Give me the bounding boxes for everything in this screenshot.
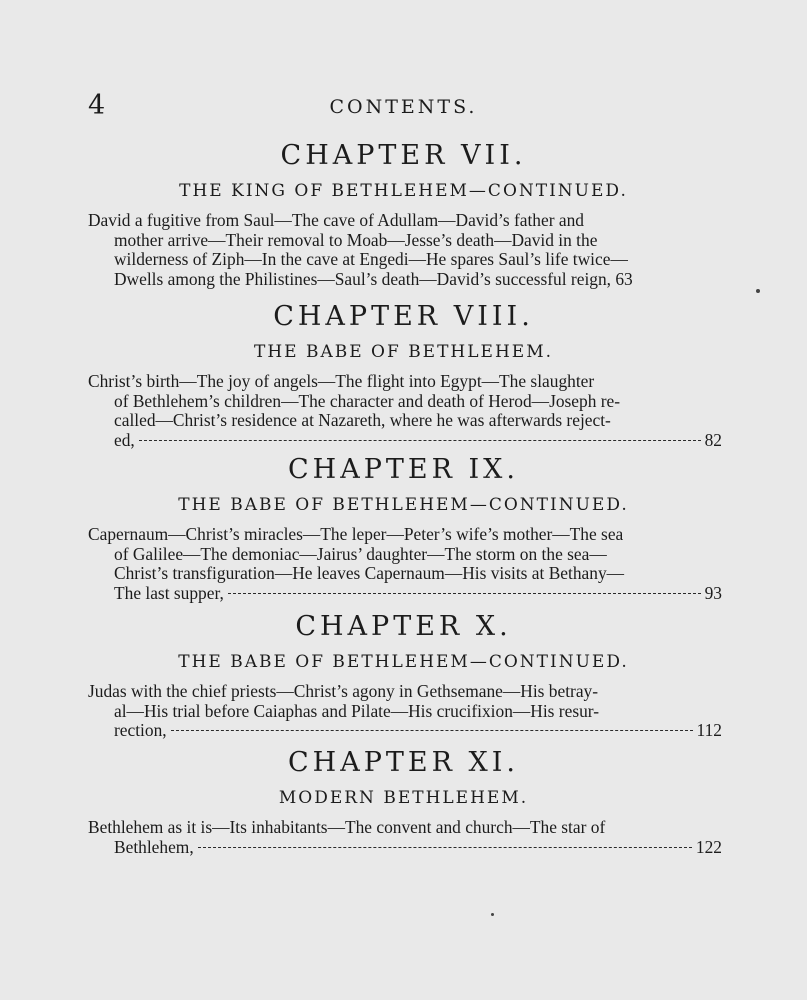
- paper-speck: [491, 913, 494, 916]
- summary-line: Dwells among the Philistines—Saul’s death—David’s successful reign, 63: [114, 268, 633, 289]
- chapter-subtitle: THE KING OF BETHLEHEM—CONTINUED.: [179, 181, 628, 201]
- chapter-entry-vii: [0, 141, 807, 289]
- chapter-title: CHAPTER VIII.: [273, 301, 534, 332]
- summary-line: Bethlehem as it is—Its inhabitants—The convent and church—The star of: [88, 817, 606, 837]
- running-head: CONTENTS.: [329, 96, 478, 118]
- chapter-summary: [88, 211, 722, 289]
- summary-line: David a fugitive from Saul—The cave of Adullam—David’s father and: [88, 210, 584, 230]
- summary-line: Capernaum—Christ’s miracles—The leper—Peter’s wife’s mother—The sea: [88, 524, 624, 544]
- chapter-entry-ix: [0, 455, 807, 603]
- summary-line: wilderness of Ziph—In the cave at Engedi—He spares Saul’s life twice—: [114, 249, 628, 270]
- chapter-entry-x: [0, 612, 807, 741]
- dot-leader: [139, 440, 701, 441]
- chapter-subtitle: THE BABE OF BETHLEHEM.: [254, 342, 553, 362]
- chapter-title: CHAPTER X.: [295, 611, 512, 642]
- chapter-summary: [88, 525, 722, 603]
- summary-line: ed,: [114, 429, 135, 450]
- summary-line: of Galilee—The demoniac—Jairus’ daughter—The storm on the sea—: [114, 543, 607, 564]
- chapter-subtitle: MODERN BETHLEHEM.: [278, 788, 529, 808]
- summary-last-line: [88, 431, 722, 451]
- summary-last-line: [88, 584, 722, 604]
- chapter-title: CHAPTER VII.: [280, 140, 527, 171]
- chapter-subtitle: THE BABE OF BETHLEHEM—CONTINUED.: [178, 652, 629, 672]
- summary-line: Christ’s transfiguration—He leaves Capernaum—His visits at Bethany—: [114, 563, 625, 584]
- dot-leader: [228, 593, 701, 594]
- chapter-summary: [88, 372, 722, 450]
- page-number: 4: [88, 90, 106, 121]
- summary-line: al—His trial before Caiaphas and Pilate—His crucifixion—His resur-: [114, 700, 600, 721]
- summary-line: mother arrive—Their removal to Moab—Jesse’s death—David in the: [114, 229, 598, 250]
- summary-last-line: [88, 838, 722, 858]
- page-reference: 93: [704, 582, 722, 603]
- page-reference: 122: [695, 836, 722, 857]
- chapter-entry-viii: [0, 302, 807, 450]
- chapter-title: CHAPTER IX.: [288, 454, 519, 485]
- dot-leader: [198, 847, 692, 848]
- summary-line: called—Christ’s residence at Nazareth, where he was afterwards reject-: [114, 410, 611, 431]
- dot-leader: [171, 730, 693, 731]
- page-reference: 82: [704, 429, 722, 450]
- chapter-subtitle: THE BABE OF BETHLEHEM—CONTINUED.: [178, 495, 629, 515]
- summary-last-line: [88, 721, 722, 741]
- chapter-entry-xi: [0, 748, 807, 857]
- summary-line: The last supper,: [114, 582, 224, 603]
- chapter-summary: [88, 818, 722, 857]
- summary-line: of Bethlehem’s children—The character and death of Herod—Joseph re-: [114, 390, 621, 411]
- summary-line: Bethlehem,: [114, 836, 194, 857]
- paper-speck: [756, 289, 760, 293]
- chapter-title: CHAPTER XI.: [288, 747, 519, 778]
- summary-line: Judas with the chief priests—Christ’s agony in Gethsemane—His betray-: [88, 681, 599, 701]
- chapter-summary: [88, 682, 722, 741]
- page-reference: 112: [696, 720, 722, 741]
- summary-line: Christ’s birth—The joy of angels—The flight into Egypt—The slaughter: [88, 371, 595, 391]
- summary-line: rection,: [114, 720, 167, 741]
